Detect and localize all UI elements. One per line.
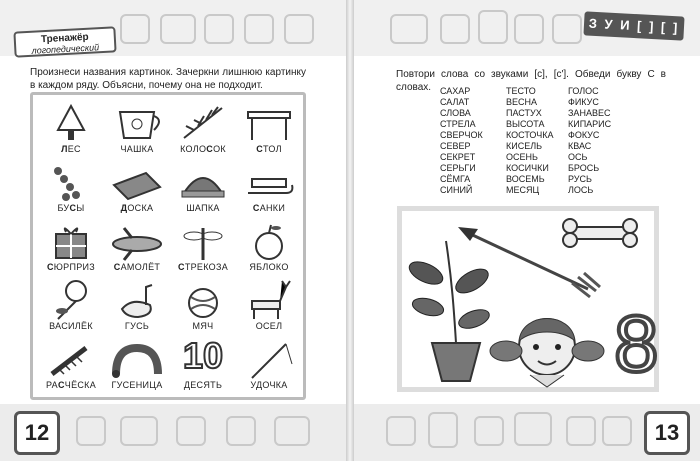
word-item: СВЕРЧОК [440, 130, 483, 140]
apple-icon [234, 216, 304, 262]
leaf-decor-icon [552, 14, 582, 44]
label-sound-letter: Л [61, 144, 68, 154]
label-sound-letter: Д [120, 203, 128, 213]
word-item: КВАС [568, 141, 592, 151]
hut-decor-icon [204, 14, 234, 44]
picture-label [168, 262, 238, 272]
picture-label [168, 321, 238, 331]
word-item: КИСЕЛЬ [506, 141, 543, 151]
label-part: АМОЛЁТ [120, 262, 161, 272]
donkey-icon [234, 275, 304, 321]
label-part: ЧАШКА [120, 144, 154, 154]
chair-decor-icon [176, 416, 206, 446]
label-part: ЕС [67, 144, 81, 154]
label-part: ГУСЬ [124, 321, 150, 331]
picture-label [36, 203, 106, 213]
picture-label [234, 262, 304, 272]
picture-label [36, 380, 106, 390]
page-number-right [644, 411, 690, 455]
dragonfly-icon [168, 216, 238, 262]
label-part: ОСЕЛ [255, 321, 283, 331]
car-decor-icon [160, 14, 196, 44]
label-sound-letter: С [206, 144, 214, 154]
word-item: СЕРЬГИ [440, 163, 476, 173]
word-item: ОСЬ [568, 152, 588, 162]
word-item: ВОСЕМЬ [506, 174, 545, 184]
table-icon [234, 98, 304, 144]
label-part: УДОЧКА [250, 380, 288, 390]
cup-icon [102, 98, 172, 144]
train-decor-icon [120, 416, 158, 446]
label-part: Ы [76, 203, 85, 213]
digit-eight: 8 [614, 299, 659, 388]
picture-label [234, 380, 304, 390]
label-sound-letter: С [256, 144, 263, 154]
word-item: МЕСЯЦ [506, 185, 540, 195]
label-part: БУ [57, 203, 70, 213]
whale-decor-icon [514, 412, 552, 446]
word-item: ОСЕНЬ [506, 152, 538, 162]
label-part: ШАПКА [186, 203, 220, 213]
word-item: САХАР [440, 86, 471, 96]
hat-icon [168, 157, 238, 203]
word-item: САЛАТ [440, 97, 470, 107]
flower-decor-icon [76, 416, 106, 446]
page-number-right-text: 13 [654, 420, 680, 445]
word-item: КОСИЧКИ [506, 163, 549, 173]
ear-icon [168, 98, 238, 144]
picture-cell[interactable] [234, 334, 304, 404]
label-part: МЯЧ [192, 321, 214, 331]
picture-cell[interactable] [102, 334, 172, 404]
duck-decor-icon [226, 416, 256, 446]
picture-label [102, 321, 172, 331]
word-item: ГОЛОС [568, 86, 599, 96]
picture-label [234, 203, 304, 213]
word-item: РУСЬ [568, 174, 592, 184]
picture-label [168, 144, 238, 154]
castle-decor-icon [514, 14, 544, 44]
page-number-left [14, 411, 60, 455]
picture-label [234, 144, 304, 154]
girl-face-icon [490, 319, 604, 388]
word-item: ФОКУС [568, 130, 600, 140]
label-part: ОК [213, 144, 226, 154]
word-item: СИНИЙ [440, 185, 473, 195]
car-outline-decor-icon [390, 14, 428, 44]
label-part: ДЕСЯТЬ [183, 380, 223, 390]
word-item: КОСТОЧКА [506, 130, 554, 140]
word-item: ВЫСОТА [506, 119, 545, 129]
digit-ten: 10 [182, 335, 224, 376]
picture-cell[interactable] [168, 334, 238, 404]
house-decor-icon [566, 416, 596, 446]
picture-label [102, 144, 172, 154]
picture-label [168, 380, 238, 390]
butterfly-decor-icon [474, 416, 504, 446]
rod-icon [234, 334, 304, 380]
scene-drawing [402, 211, 659, 388]
beads-icon [36, 157, 106, 203]
label-part: РА [45, 380, 58, 390]
sounds-badge: З У И [ ] [ ] [583, 11, 684, 40]
frog-decor-icon [274, 416, 310, 446]
comb-icon [36, 334, 106, 380]
label-sound-letter: С [113, 262, 121, 272]
label-sound-letter: С [57, 380, 65, 390]
picture-label [102, 203, 172, 213]
picture-scene [397, 206, 659, 392]
word-item: ФИКУС [568, 97, 599, 107]
sled-icon [234, 157, 304, 203]
ball-icon [168, 275, 238, 321]
picture-label [102, 262, 172, 272]
bone-icon [563, 219, 637, 247]
gift-icon [36, 216, 106, 262]
picture-label [168, 203, 238, 213]
word-item: СЕКРЕТ [440, 152, 476, 162]
word-item: СТРЕЛА [440, 119, 476, 129]
rocket-decor-icon [284, 14, 314, 44]
label-part: ОСКА [127, 203, 154, 213]
word-column [568, 86, 611, 196]
label-part: ЮРПРИЗ [53, 262, 96, 272]
caterpillar-icon [102, 334, 172, 380]
label-sound-letter: С [252, 203, 260, 213]
word-item: БРОСЬ [568, 163, 600, 173]
label-part: ТРЕКОЗА [184, 262, 228, 272]
label-part: ТОЛ [263, 144, 282, 154]
tower-decor-icon [428, 412, 458, 448]
book-title [13, 26, 116, 57]
label-part: ВАСИЛЁК [49, 321, 93, 331]
title-line-1: Тренажёр [40, 31, 89, 46]
label-sound-letter: С [69, 203, 77, 213]
right-instruction: Повтори слова со звуками [с], [с']. Обведи букву С в словах. [396, 69, 666, 93]
goose-icon [102, 275, 172, 321]
left-instruction: Произнеси названия картинок. Зачеркни лишнюю картинку в каждом ряду. Объясни, почему она не подходит. [30, 67, 306, 91]
word-column [506, 86, 553, 196]
boot-decor-icon [440, 14, 470, 44]
word-item: ТЕСТО [506, 86, 536, 96]
board-icon [102, 157, 172, 203]
picture-label [102, 380, 172, 390]
title-line-2: логопедический [31, 42, 100, 56]
cup-decor-icon [120, 14, 150, 44]
label-sound-letter: С [178, 262, 185, 272]
word-item: КИПАРИС [568, 119, 612, 129]
cherry-decor-icon [386, 416, 416, 446]
plane-icon [102, 216, 172, 262]
word-item: ВЕСНА [506, 97, 538, 107]
picture-label [234, 321, 304, 331]
word-column [440, 86, 483, 196]
label-part: ЧЁСКА [64, 380, 97, 390]
left-page [0, 0, 346, 461]
word-item: ЗАНАВЕС [568, 108, 611, 118]
word-item: СЕВЕР [440, 141, 471, 151]
label-part: АНКИ [259, 203, 286, 213]
word-item: СЁМГА [440, 174, 471, 184]
word-item: СЛОВА [440, 108, 471, 118]
word-item: ПАСТУХ [506, 108, 542, 118]
word-item: ЛОСЬ [568, 185, 594, 195]
label-part: ГУСЕНИЦА [111, 380, 163, 390]
potted-plant-icon [406, 241, 492, 381]
top-toy-decor-icon [602, 416, 632, 446]
picture-cell[interactable] [36, 334, 106, 404]
ball-decor-icon [244, 14, 274, 44]
book-gutter [346, 0, 354, 461]
picture-label [36, 262, 106, 272]
label-part: ЯБЛОКО [249, 262, 289, 272]
page-number-left-text: 12 [24, 420, 50, 445]
flower-icon [36, 275, 106, 321]
picture-label [36, 321, 106, 331]
picture-label [36, 144, 106, 154]
label-part: КОЛО [180, 144, 207, 154]
rabbit-decor-icon [478, 10, 508, 44]
label-sound-letter: С [46, 262, 54, 272]
tree-icon [36, 98, 106, 144]
